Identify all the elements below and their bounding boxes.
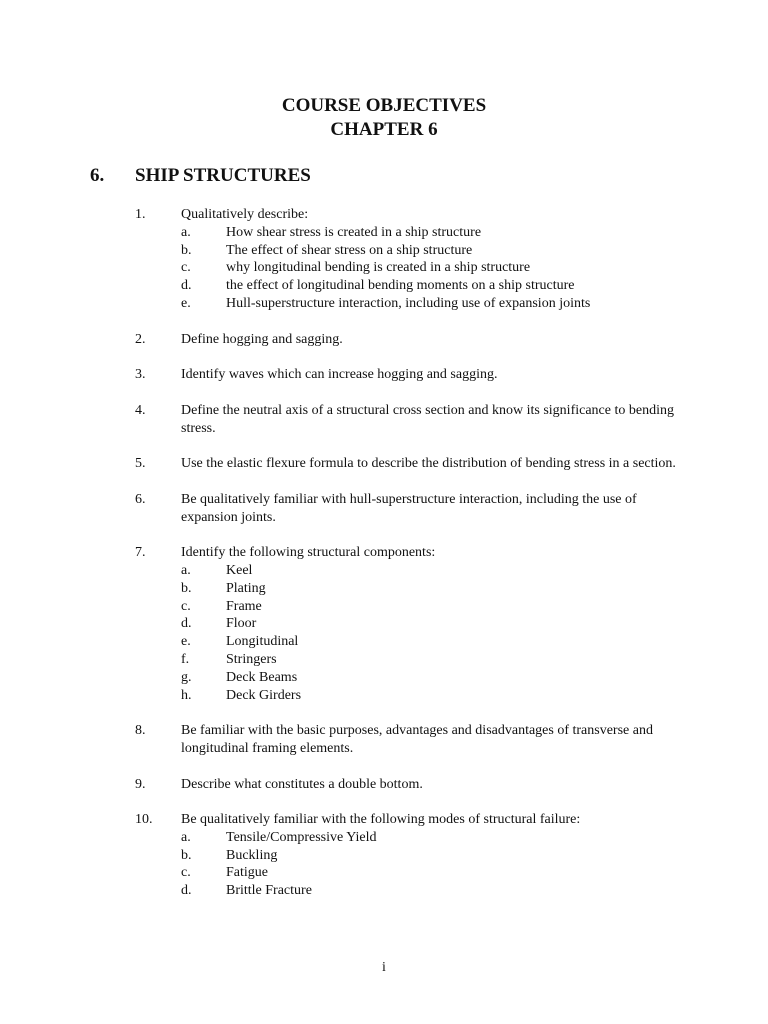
document-title: COURSE OBJECTIVES bbox=[281, 95, 487, 116]
subitem-letter: e. bbox=[181, 295, 191, 311]
chapter-label: CHAPTER 6 bbox=[330, 119, 438, 140]
subitem-text: Longitudinal bbox=[226, 634, 299, 650]
objective-item bbox=[0, 331, 768, 349]
objective-subitem bbox=[181, 562, 768, 580]
objective-subitem bbox=[181, 259, 768, 277]
objective-number: 4. bbox=[135, 402, 146, 418]
objective-item bbox=[0, 206, 768, 313]
objective-subitem bbox=[181, 829, 768, 847]
objective-subitem bbox=[181, 242, 768, 260]
objective-subitem bbox=[181, 598, 768, 616]
objective-item bbox=[0, 776, 768, 794]
objective-text: Qualitatively describe: bbox=[181, 207, 309, 222]
objective-subitem bbox=[181, 615, 768, 633]
subitem-text: Deck Girders bbox=[226, 687, 302, 703]
subitem-letter: c. bbox=[181, 260, 191, 276]
objective-text: Define hogging and sagging. bbox=[181, 331, 343, 347]
objective-item bbox=[0, 811, 768, 900]
section-number: 6. bbox=[90, 165, 105, 186]
objective-number: 10. bbox=[135, 812, 153, 828]
subitem-letter: d. bbox=[181, 883, 192, 899]
subitem-letter: c. bbox=[181, 865, 191, 881]
subitem-text: Tensile/Compressive Yield bbox=[226, 829, 377, 845]
objectives-list bbox=[0, 206, 768, 918]
subitem-text: why longitudinal bending is created in a ship structure bbox=[226, 260, 531, 276]
subitem-text: How shear stress is created in a ship structure bbox=[226, 224, 482, 240]
objective-item bbox=[0, 544, 768, 704]
subitem-letter: c. bbox=[181, 598, 191, 614]
objective-subitem bbox=[181, 847, 768, 865]
subitem-text: Keel bbox=[226, 562, 253, 578]
subitem-letter: g. bbox=[181, 669, 192, 685]
objective-subitem bbox=[181, 669, 768, 687]
subitem-text: Hull-superstructure interaction, including use of expansion joints bbox=[226, 295, 591, 311]
objective-subitem bbox=[181, 277, 768, 295]
objective-text: Describe what constitutes a double bottom. bbox=[181, 776, 423, 792]
subitem-letter: a. bbox=[181, 829, 191, 845]
subitem-text: Fatigue bbox=[226, 865, 268, 881]
objective-subitem bbox=[181, 651, 768, 669]
subitem-letter: d. bbox=[181, 616, 192, 632]
subitem-text: the effect of longitudinal bending moments on a ship structure bbox=[226, 278, 575, 294]
section-title: SHIP STRUCTURES bbox=[135, 165, 311, 186]
subitem-text: Buckling bbox=[226, 847, 278, 863]
objective-number: 5. bbox=[135, 456, 146, 472]
objective-number: 2. bbox=[135, 331, 146, 347]
subitem-letter: b. bbox=[181, 242, 192, 258]
objective-number: 3. bbox=[135, 367, 146, 383]
objective-number: 7. bbox=[135, 545, 146, 561]
objective-subitem bbox=[181, 633, 768, 651]
objective-number: 1. bbox=[135, 207, 146, 222]
objective-subitem bbox=[181, 864, 768, 882]
subitem-text: Deck Beams bbox=[226, 669, 298, 685]
objective-text: Identify waves which can increase hogging and sagging. bbox=[181, 367, 498, 383]
objective-item bbox=[0, 722, 768, 758]
subitem-letter: b. bbox=[181, 847, 192, 863]
objective-subitem bbox=[181, 882, 768, 900]
objective-subitem bbox=[181, 687, 768, 705]
objective-item bbox=[0, 491, 768, 527]
objective-number: 8. bbox=[135, 723, 146, 739]
objective-item bbox=[0, 402, 768, 438]
objective-number: 9. bbox=[135, 776, 146, 792]
section-heading bbox=[90, 164, 311, 188]
page-number: i bbox=[382, 960, 386, 975]
subitem-text: Frame bbox=[226, 598, 262, 614]
objective-item bbox=[0, 455, 768, 473]
objective-text: Use the elastic flexure formula to describe the distribution of bending stress in a section. bbox=[181, 456, 676, 472]
objective-subitem bbox=[181, 580, 768, 598]
subitem-letter: h. bbox=[181, 687, 192, 703]
objective-text: Be familiar with the basic purposes, advantages and disadvantages of transverse and longitudinal framing elements. bbox=[181, 723, 653, 756]
subitem-letter: d. bbox=[181, 278, 192, 294]
subitem-letter: b. bbox=[181, 580, 192, 596]
subitem-text: Plating bbox=[226, 580, 266, 596]
objective-text: Identify the following structural components: bbox=[181, 545, 436, 561]
subitem-letter: e. bbox=[181, 634, 191, 650]
subitem-text: Floor bbox=[226, 616, 257, 632]
objective-subitem bbox=[181, 224, 768, 242]
objective-subitem bbox=[181, 295, 768, 313]
objective-text: Be qualitatively familiar with hull-superstructure interaction, including the use of expansion joints. bbox=[181, 491, 637, 525]
subitem-text: Brittle Fracture bbox=[226, 883, 312, 899]
subitem-text: The effect of shear stress on a ship structure bbox=[226, 242, 473, 258]
objective-item bbox=[0, 366, 768, 384]
subitem-letter: a. bbox=[181, 562, 191, 578]
objective-text: Be qualitatively familiar with the following modes of structural failure: bbox=[181, 812, 581, 828]
objective-text: Define the neutral axis of a structural cross section and know its significance to bending stress. bbox=[181, 402, 674, 436]
objective-number: 6. bbox=[135, 491, 146, 507]
subitem-text: Stringers bbox=[226, 651, 277, 667]
subitem-letter: f. bbox=[181, 651, 190, 667]
subitem-letter: a. bbox=[181, 224, 191, 240]
